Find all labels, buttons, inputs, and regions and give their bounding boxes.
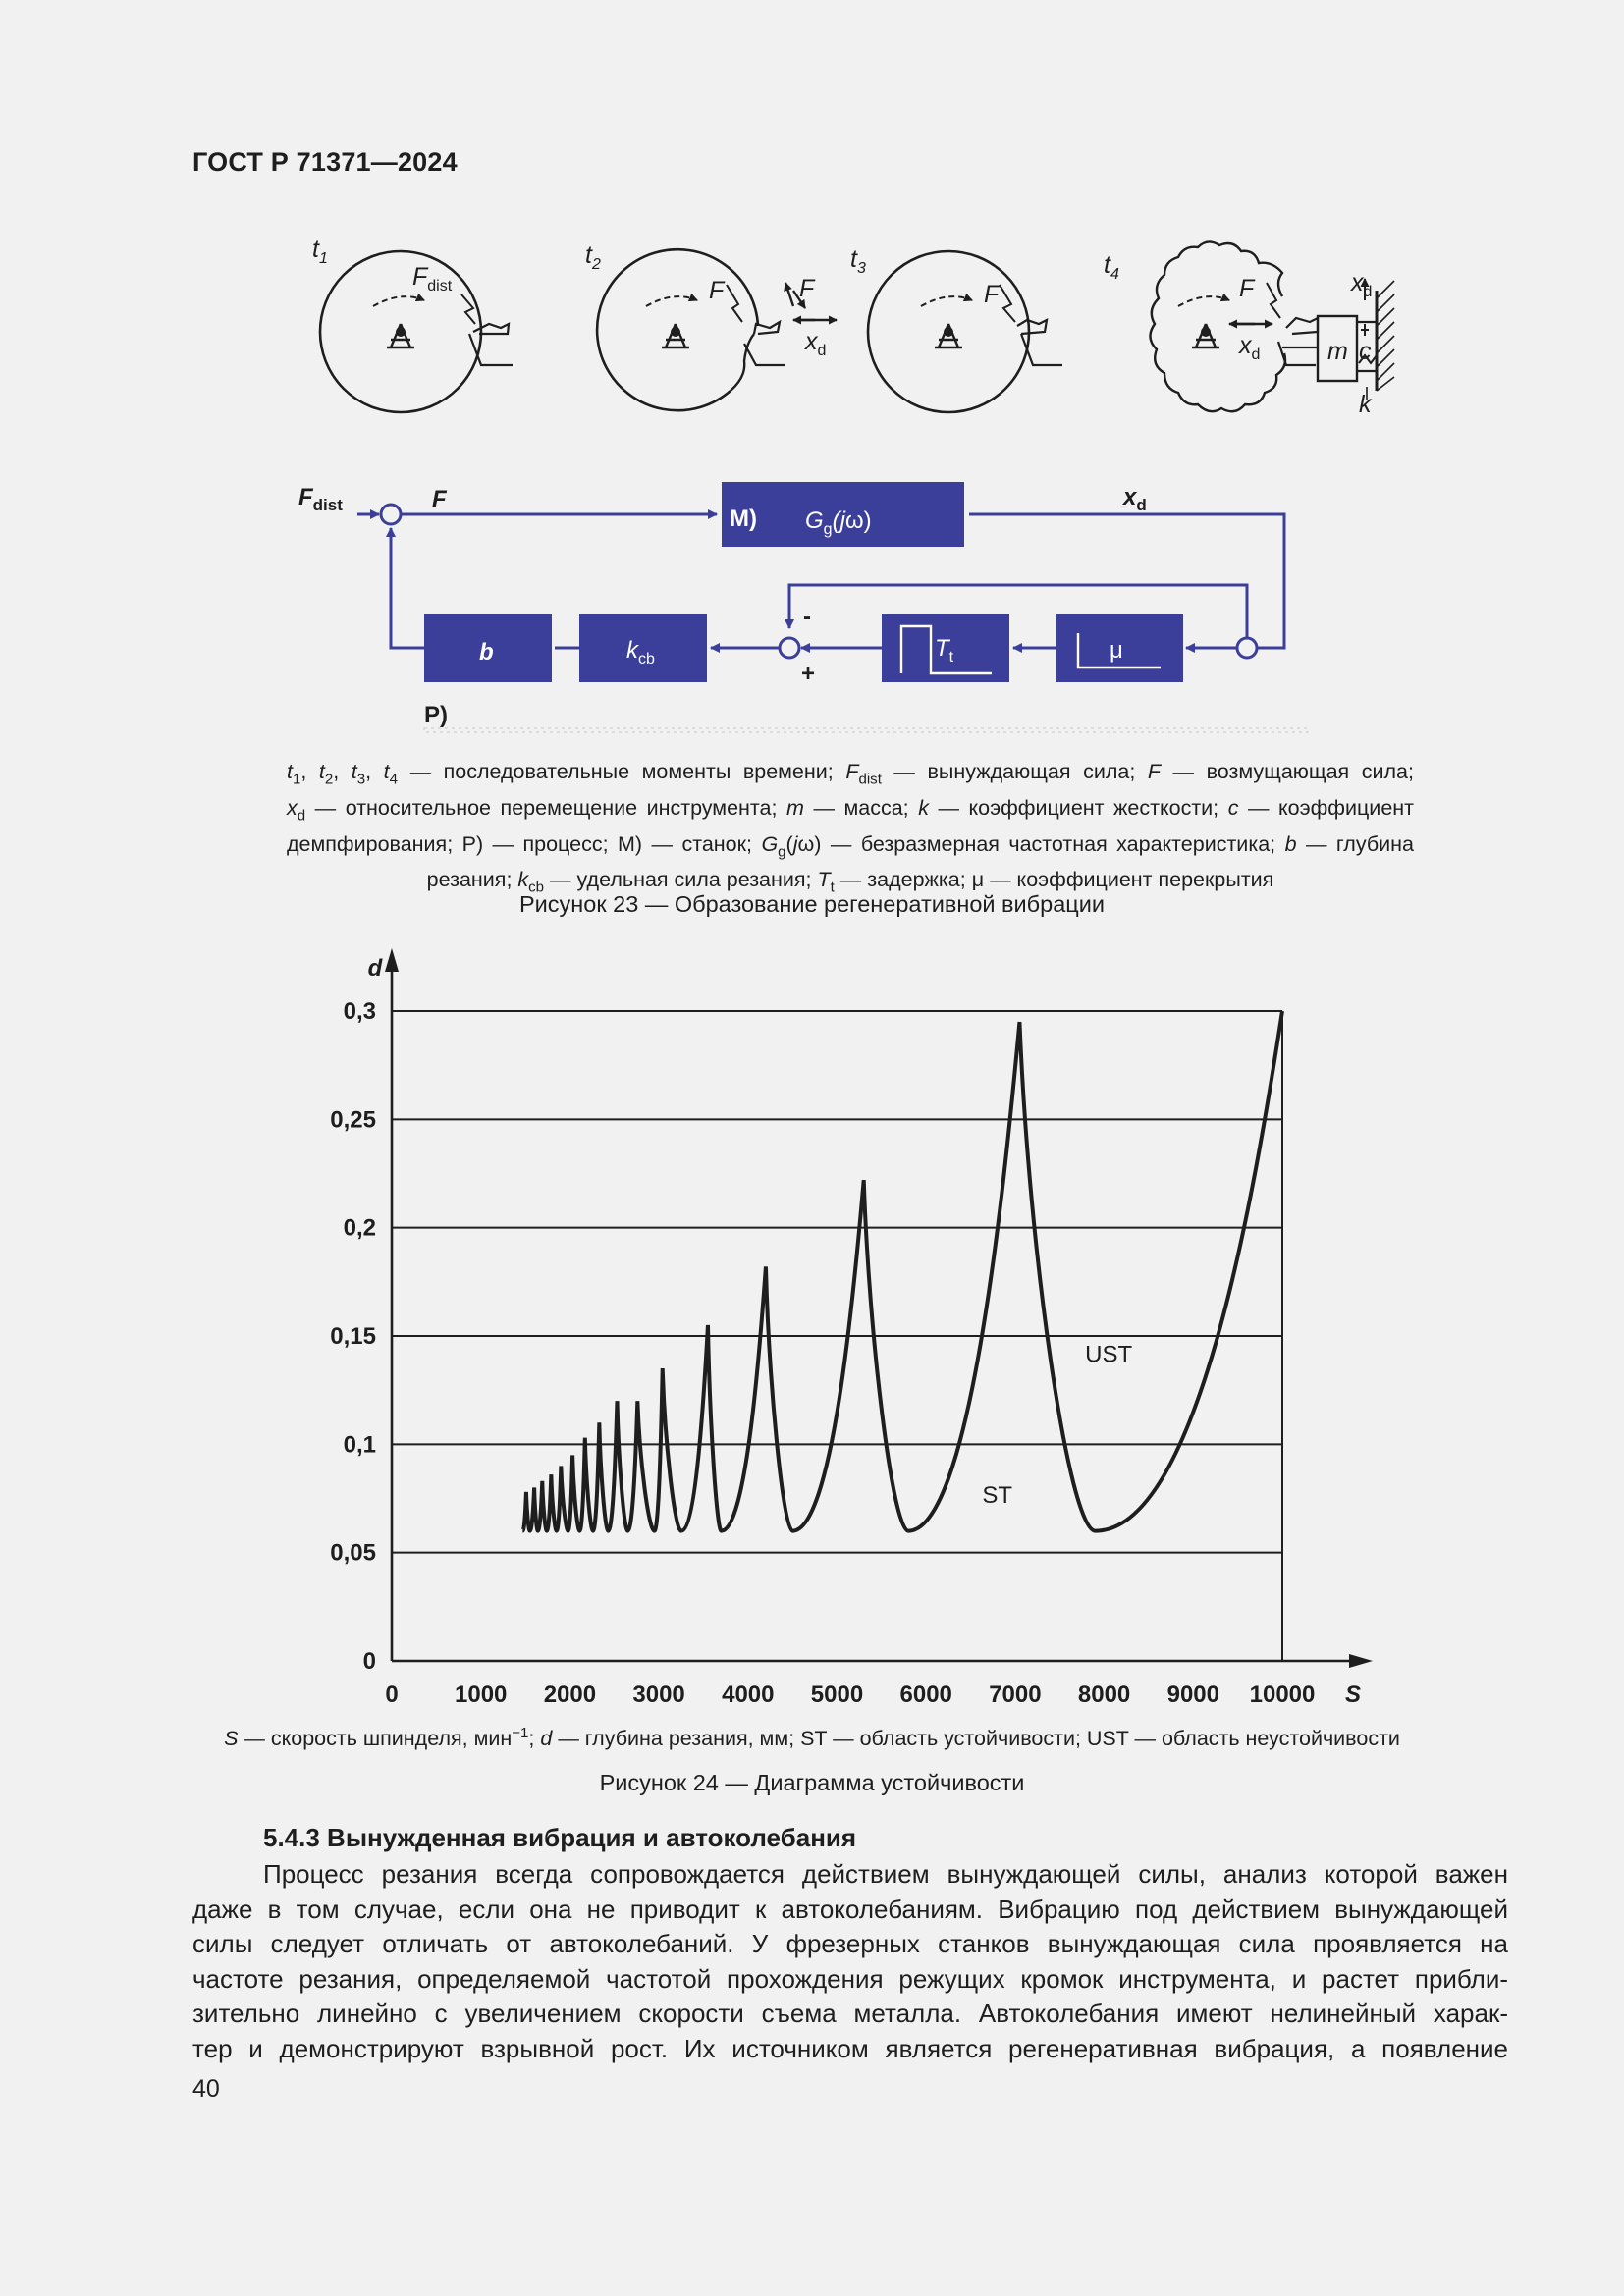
force-label-fdist: $F_{dist}$ <box>412 263 453 294</box>
mass-label: m <box>1327 338 1348 365</box>
y-axis-label: d <box>367 955 383 982</box>
x-tick-label: 6000 <box>899 1682 952 1708</box>
delay-label: $T_t$ <box>935 635 954 666</box>
input-label: $F_{dist}$ <box>298 484 343 514</box>
overlap-label: μ <box>1110 637 1123 664</box>
y-axis-arrow <box>385 948 399 972</box>
output-label: $x_d$ <box>1123 484 1147 514</box>
section-heading: 5.4.3 Вынужденная вибрация и автоколебания <box>263 1823 857 1852</box>
stiffness-label: k <box>1359 391 1372 418</box>
x-tick-label: 4000 <box>722 1682 775 1708</box>
paragraph-line: частоте резания, определяемой частотой прохождения режущих кромок инструмента, и растет прибли- <box>192 1964 1508 1994</box>
time-label-t4: $t_4$ <box>1104 251 1119 283</box>
y-tick-label: 0,3 <box>343 998 376 1025</box>
depth-label: b <box>479 639 494 666</box>
machine-label: M) <box>730 506 757 532</box>
y-tick-label: 0,1 <box>343 1431 376 1459</box>
paragraph-line: силы следует отличать от автоколебаний. У фрезерных станков вынуждающая сила проявляется на <box>192 1929 1508 1958</box>
x-tick-label: 9000 <box>1166 1682 1219 1708</box>
figure-23-caption: Рисунок 23 — Образование регенеративной вибрации <box>519 891 1105 917</box>
legend-line-3: демпфирования; P) — процесс; M) — станок; $G_g(j\omega)$ — безразмерная частотная характеристика; b — глубина <box>287 831 1414 860</box>
paragraph-line: тер и демонстрируют взрывной рост. Их источником является регенеративная вибрация, а появление <box>192 2034 1508 2063</box>
y-tick-label: 0,15 <box>330 1323 376 1350</box>
x-axis-label: S <box>1344 1682 1362 1708</box>
displacement-label: $x_d$ <box>805 328 827 359</box>
y-tick-label: 0,2 <box>343 1214 376 1242</box>
time-label-t2: $t_2$ <box>585 241 601 273</box>
damping-label: c <box>1359 338 1372 365</box>
y-tick-label: 0 <box>362 1648 376 1675</box>
x-tick-label: 1000 <box>455 1682 508 1708</box>
force-label-f: F <box>709 277 725 304</box>
x-axis-arrow <box>1349 1654 1373 1668</box>
transfer-function-label: $G_g(j\omega)$ <box>805 507 872 538</box>
region-annotation: UST <box>1085 1341 1133 1368</box>
stability-lobe-curve <box>522 1011 1282 1531</box>
paragraph-line: зительно линейно с увеличением скорости съема металла. Автоколебания имеют нелинейный харак- <box>192 1999 1508 2028</box>
x-tick-label: 10000 <box>1249 1682 1316 1708</box>
region-annotation: ST <box>982 1481 1013 1509</box>
displacement-label: $x_d$ <box>1239 332 1261 363</box>
minus-sign: - <box>803 604 811 630</box>
process-label: P) <box>424 702 448 728</box>
figure-24-legend: S — скорость шпинделя, мин$^{-1}$; d — глубина резания, мм; ST — область устойчивости; UST — область неустойчивости <box>224 1725 1400 1751</box>
y-tick-label: 0,05 <box>330 1539 376 1567</box>
time-label-t1: $t_1$ <box>312 236 328 267</box>
force-label: F <box>432 486 447 512</box>
x-tick-label: 7000 <box>989 1682 1042 1708</box>
force-label-f: F <box>984 281 1000 308</box>
paragraph-line: Процесс резания всегда сопровождается действием вынуждающей силы, анализ которой важен <box>263 1859 1508 1889</box>
document-header: ГОСТ Р 71371—2024 <box>192 147 458 177</box>
force-label-f: F <box>799 275 815 302</box>
plus-sign: + <box>801 661 816 687</box>
x-tick-label: 0 <box>385 1682 399 1708</box>
displacement-label: $x_d$ <box>1351 269 1373 300</box>
page-number: 40 <box>192 2075 220 2103</box>
x-tick-label: 2000 <box>543 1682 597 1708</box>
y-tick-label: 0,25 <box>330 1106 376 1134</box>
specific-force-label: $k_{cb}$ <box>626 637 655 667</box>
legend-line-2: $x_d$ — относительное перемещение инструмента; m — масса; k — коэффициент жесткости; c — коэффициент <box>287 795 1414 825</box>
x-tick-label: 3000 <box>632 1682 685 1708</box>
figure-24-caption: Рисунок 24 — Диаграмма устойчивости <box>599 1770 1025 1795</box>
legend-line-4: резания; $k_{cb}$ — удельная сила резания; $T_t$ — задержка; μ — коэффициент перекрытия <box>426 868 1274 896</box>
x-tick-label: 8000 <box>1077 1682 1131 1708</box>
x-tick-label: 5000 <box>810 1682 864 1708</box>
time-label-t3: $t_3$ <box>850 245 866 277</box>
force-label-f: F <box>1239 275 1255 302</box>
legend-line-1: $t_1$, $t_2$, $t_3$, $t_4$ — последовательные моменты времени; $F_{dist}$ — вынуждающая сила; F — возмущающая сила; <box>287 760 1414 788</box>
paragraph-line: даже в том случае, если она не приводит к автоколебаниям. Вибрацию под действием вынуждающей <box>192 1895 1508 1924</box>
